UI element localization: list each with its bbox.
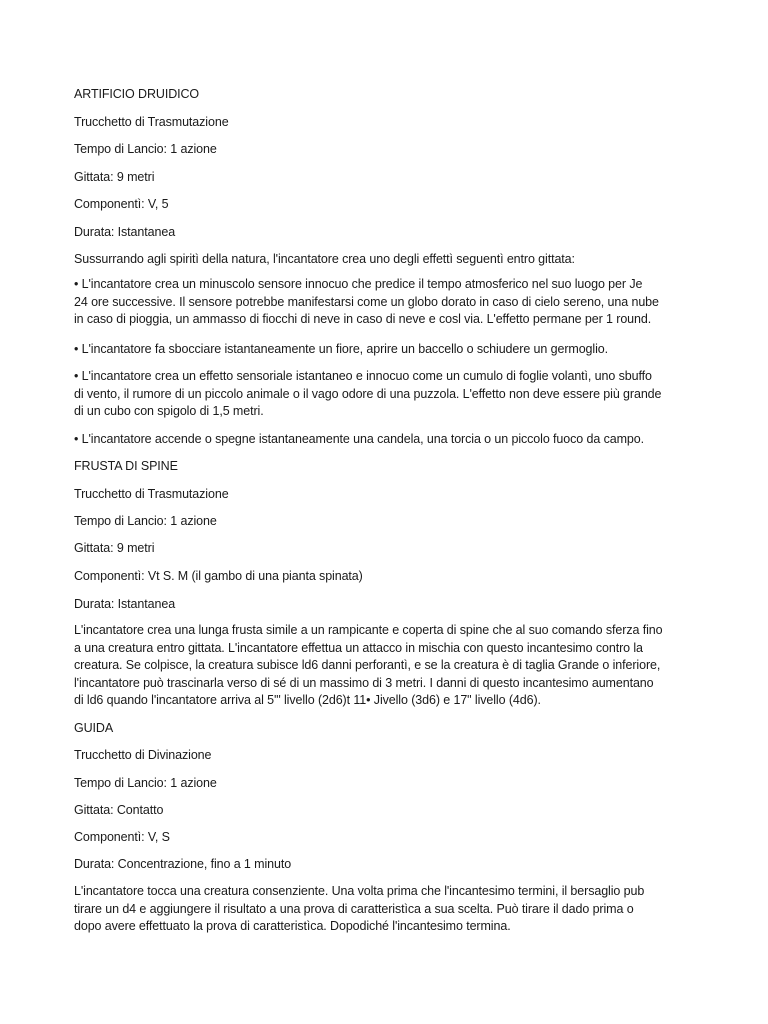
spell-duration: Durata: Istantanea <box>74 225 176 239</box>
spell-description <box>74 622 696 710</box>
description-line: creatura. Se colpisce, la creatura subisce ld6 danni perforantì, e se la creatura è di taglia Grande o inferiore, <box>74 658 661 672</box>
description-line: dopo avere effettuato la prova di caratteristìca. Dopodiché l'incantesimo termina. <box>74 919 511 933</box>
bullet-line: di vento, il rumore di un piccolo animale o il vago odore di una puzzola. L'effetto non deve essere più grande <box>74 386 662 401</box>
spell-title-artificio-druidico: ARTIFICIO DRUIDICO <box>74 87 200 101</box>
bullet-line: • L'incantatore crea un minuscolo sensore innocuo che predice il tempo atmosferico nel suo luogo per Je <box>74 277 643 291</box>
spell-school: Trucchetto di Divinazione <box>74 748 212 762</box>
spell-school: Trucchetto di Trasmutazione <box>74 487 229 501</box>
bullet-line: 24 ore successive. Il sensore potrebbe manifestarsi come un globo dorato in caso di cielo sereno, una nube <box>74 294 659 309</box>
bullet-line: • L'incantatore crea un effetto sensoriale istantaneo e innocuo come un cumulo di foglie volantì, uno sbuffo <box>74 369 652 383</box>
bullet-item <box>74 368 696 421</box>
spell-range: Gittata: 9 metri <box>74 541 155 555</box>
bullet-line: in caso di pioggia, un ammasso di fiocchi di neve in caso di neve e cosl via. L'effetto permane per 1 round. <box>74 312 652 326</box>
description-line: di ld6 quando l'incantatore arriva al 5'" livello (2d6)t 11• Jivello (3d6) e 17" livello (4d6). <box>74 693 541 707</box>
spell-casting-time: Tempo di Lancio: 1 azione <box>74 514 217 528</box>
spell-description <box>74 883 696 936</box>
spell-components: Componentì: V, S <box>74 830 170 844</box>
description-line: tirare un d4 e aggiungere il risultato a una prova di caratteristìca a sua scelta. Può tirare il dado prima o <box>74 901 634 916</box>
spell-range: Gittata: Contatto <box>74 803 164 817</box>
spell-title-guida: GUIDA <box>74 721 114 735</box>
description-line: L'incantatore tocca una creatura consenziente. Una volta prima che l'incantesimo termini, il bersaglio pub <box>74 884 645 898</box>
bullet-line: di un cubo con spigolo di 1,5 metri. <box>74 404 264 418</box>
spell-components: Componentì: Vt S. M (il gambo di una pianta spinata) <box>74 569 363 583</box>
spell-duration: Durata: Concentrazione, fino a 1 minuto <box>74 857 292 871</box>
bullet-item <box>74 276 696 329</box>
spell-casting-time: Tempo di Lancio: 1 azione <box>74 142 217 156</box>
spell-casting-time: Tempo di Lancio: 1 azione <box>74 776 217 790</box>
bullet-item: • L'incantatore fa sbocciare istantaneamente un fiore, aprire un baccello o schiudere un germoglio. <box>74 342 608 356</box>
spell-range: Gittata: 9 metri <box>74 170 155 184</box>
description-line: l'incantatore può trascinarla verso di sé di un massimo di 3 metri. I danni di questo incantesimo aumentano <box>74 675 654 690</box>
spell-intro: Sussurrando agli spiritì della natura, l'incantatore crea uno degli effettì seguentì entro gittata: <box>74 252 575 266</box>
spell-school: Trucchetto di Trasmutazione <box>74 115 229 129</box>
spell-title-frusta-di-spine: FRUSTA DI SPINE <box>74 459 178 473</box>
description-line: L'incantatore crea una lunga frusta simile a un rampicante e coperta di spine che al suo comando sferza fino <box>74 623 663 637</box>
spell-components: Componentì: V, 5 <box>74 197 169 211</box>
description-line: a una creatura entro gittata. L'incantatore effettua un attacco in mischia con questo incantesimo contro la <box>74 640 643 655</box>
spell-duration: Durata: Istantanea <box>74 597 176 611</box>
bullet-item: • L'incantatore accende o spegne istantaneamente una candela, una torcia o un piccolo fuoco da campo. <box>74 432 644 446</box>
